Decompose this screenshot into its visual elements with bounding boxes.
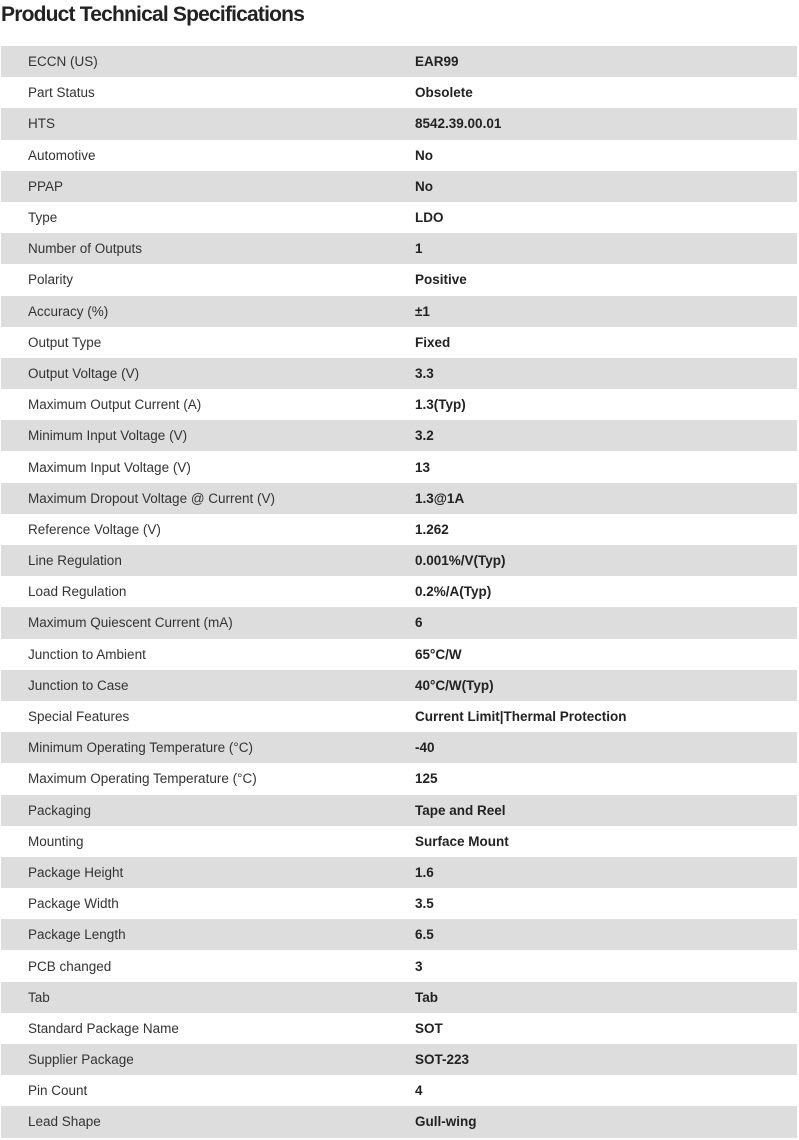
spec-label: Polarity: [28, 272, 74, 288]
spec-row: [1, 1075, 797, 1106]
spec-row: [1, 639, 797, 670]
spec-row: [1, 732, 797, 763]
spec-value: Gull-wing: [415, 1114, 477, 1130]
spec-row: [1, 826, 797, 857]
spec-row: [1, 857, 797, 888]
spec-label: Maximum Quiescent Current (mA): [28, 615, 233, 631]
spec-value: EAR99: [415, 54, 459, 70]
spec-row: [1, 77, 797, 108]
spec-value: 3.3: [415, 365, 434, 381]
spec-row: [1, 919, 797, 950]
spec-value: ±1: [415, 303, 430, 319]
spec-value: 1: [415, 241, 423, 257]
spec-value: 8542.39.00.01: [415, 116, 502, 132]
spec-label: Tab: [28, 989, 50, 1005]
spec-label: Mounting: [28, 833, 84, 849]
spec-label: Package Length: [28, 927, 126, 943]
spec-value: Positive: [415, 272, 467, 288]
spec-label: ECCN (US): [28, 54, 98, 70]
spec-label: Maximum Dropout Voltage @ Current (V): [28, 490, 276, 506]
spec-label: Package Width: [28, 896, 119, 912]
spec-label: Maximum Output Current (A): [28, 397, 202, 413]
spec-row: [1, 264, 797, 295]
spec-value: 125: [415, 771, 438, 787]
spec-row: [1, 888, 797, 919]
spec-label: Type: [28, 210, 58, 226]
spec-row: [1, 46, 797, 77]
spec-label: Pin Count: [28, 1083, 88, 1099]
spec-row: [1, 545, 797, 576]
spec-value: 4: [415, 1083, 423, 1099]
spec-value: 13: [415, 459, 431, 475]
spec-label: Reference Voltage (V): [28, 521, 161, 537]
spec-value: Obsolete: [415, 85, 473, 101]
spec-row: [1, 108, 797, 139]
spec-value: 3.5: [415, 896, 434, 912]
spec-value: Fixed: [415, 334, 451, 350]
spec-row: [1, 763, 797, 794]
spec-label: Maximum Input Voltage (V): [28, 459, 191, 475]
spec-row: [1, 795, 797, 826]
spec-value: No: [415, 147, 433, 163]
spec-label: Part Status: [28, 85, 95, 101]
spec-value: 0.2%/A(Typ): [415, 584, 492, 600]
spec-row: [1, 451, 797, 482]
spec-value: LDO: [415, 210, 444, 226]
spec-row: [1, 514, 797, 545]
spec-label: Minimum Operating Temperature (°C): [28, 740, 253, 756]
spec-row: [1, 1106, 797, 1137]
spec-label: Supplier Package: [28, 1052, 134, 1068]
spec-row: [1, 1013, 797, 1044]
spec-label: Package Height: [28, 864, 124, 880]
spec-row: [1, 483, 797, 514]
spec-label: Line Regulation: [28, 553, 122, 569]
spec-label: HTS: [28, 116, 55, 132]
spec-row: [1, 576, 797, 607]
spec-value: 1.262: [415, 521, 449, 537]
spec-row: [1, 607, 797, 638]
spec-label: Packaging: [28, 802, 92, 818]
spec-row: [1, 140, 797, 171]
spec-value: SOT: [415, 1020, 443, 1036]
spec-row: [1, 389, 797, 420]
spec-value: Current Limit|Thermal Protection: [415, 709, 627, 725]
spec-label: Output Voltage (V): [28, 365, 140, 381]
spec-label: PPAP: [28, 178, 64, 194]
spec-label: Standard Package Name: [28, 1020, 179, 1036]
spec-value: Tape and Reel: [415, 802, 506, 818]
spec-row: [1, 420, 797, 451]
spec-row: [1, 701, 797, 732]
spec-value: 1.6: [415, 864, 434, 880]
spec-label: Accuracy (%): [28, 303, 109, 319]
spec-value: 1.3@1A: [415, 490, 465, 506]
spec-value: SOT-223: [415, 1052, 470, 1068]
spec-value: 6: [415, 615, 423, 631]
spec-label: Output Type: [28, 334, 102, 350]
spec-row: [1, 171, 797, 202]
spec-row: [1, 982, 797, 1013]
spec-label: Junction to Case: [28, 677, 129, 693]
spec-value: 6.5: [415, 927, 434, 943]
spec-value: No: [415, 178, 433, 194]
spec-row: [1, 1044, 797, 1075]
spec-label: Junction to Ambient: [28, 646, 146, 662]
spec-value: 65°C/W: [415, 646, 462, 662]
spec-label: Lead Shape: [28, 1114, 101, 1130]
spec-label: Load Regulation: [28, 584, 127, 600]
spec-value: 0.001%/V(Typ): [415, 553, 506, 569]
spec-label: Maximum Operating Temperature (°C): [28, 771, 257, 787]
page-title: Product Technical Specifications: [1, 3, 305, 26]
spec-value: 40°C/W(Typ): [415, 677, 494, 693]
spec-label: Minimum Input Voltage (V): [28, 428, 188, 444]
spec-table: [1, 46, 797, 1138]
spec-value: -40: [415, 740, 435, 756]
spec-label: Automotive: [28, 147, 96, 163]
spec-value: Surface Mount: [415, 833, 509, 849]
spec-value: 1.3(Typ): [415, 397, 466, 413]
spec-row: [1, 296, 797, 327]
spec-row: [1, 950, 797, 981]
spec-value: 3: [415, 958, 423, 974]
spec-label: Number of Outputs: [28, 241, 143, 257]
spec-value: Tab: [415, 989, 438, 1005]
spec-label: Special Features: [28, 709, 130, 725]
spec-row: [1, 327, 797, 358]
spec-row: [1, 670, 797, 701]
spec-row: [1, 358, 797, 389]
spec-row: [1, 202, 797, 233]
spec-row: [1, 233, 797, 264]
spec-label: PCB changed: [28, 958, 112, 974]
spec-value: 3.2: [415, 428, 434, 444]
